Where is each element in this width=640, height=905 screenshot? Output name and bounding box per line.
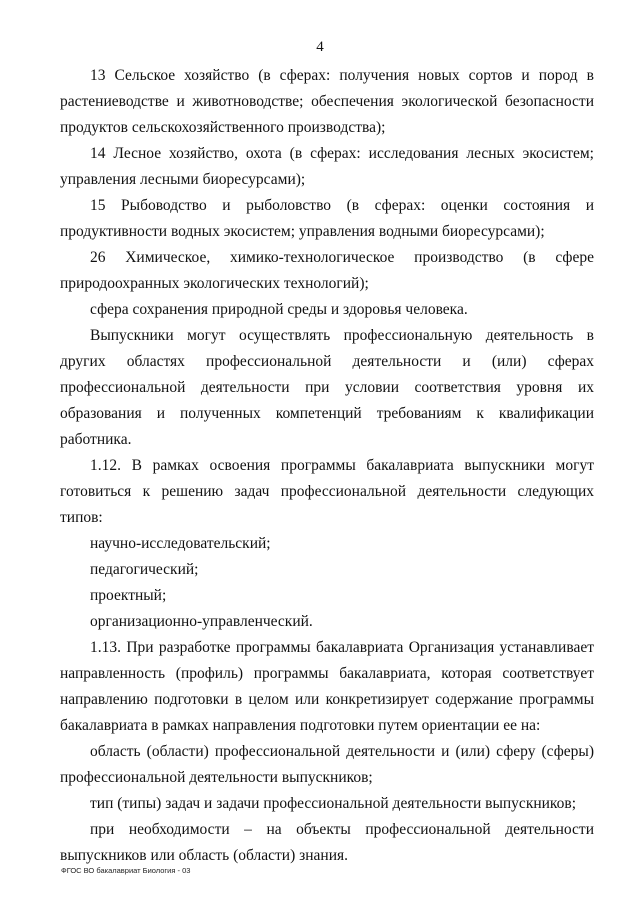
page-footer: ФГОС ВО бакалавриат Биология - 03 bbox=[61, 866, 191, 875]
paragraph-forestry: 14 Лесное хозяйство, охота (в сферах: исследования лесных экосистем; управления лесными биоресурсами); bbox=[60, 145, 594, 188]
page-number: 4 bbox=[316, 39, 324, 55]
paragraph-1-13: 1.13. При разработке программы бакалавриата Организация устанавливает направленность (профиль) программы бакалавриата, которая соответствует направлению подготовки в целом или конкретизирует содержание программы бакалавриата в рамках направления подготовки путем ориентации ее на: bbox=[60, 639, 594, 734]
list-item-research: научно-исследовательский; bbox=[90, 535, 271, 552]
list-item-pedagogical: педагогический; bbox=[90, 561, 199, 578]
list-item-project: проектный; bbox=[90, 587, 167, 604]
paragraph-fishery: 15 Рыбоводство и рыболовство (в сферах: оценки состояния и продуктивности водных экосистем; управления водными биоресурсами); bbox=[60, 197, 594, 240]
list-item-areas: область (области) профессиональной деятельности и (или) сферу (сферы) профессиональной деятельности выпускников; bbox=[60, 743, 594, 786]
paragraph-1-12: 1.12. В рамках освоения программы бакалавриата выпускники могут готовиться к решению задач профессиональной деятельности следующих типов: bbox=[60, 457, 594, 526]
paragraph-other-areas: Выпускники могут осуществлять профессиональную деятельность в других областях профессиональной деятельности и (или) сферах профессиональной деятельности при условии соответствия уровня их образования и полученных компетенций требованиям к квалификации работника. bbox=[60, 327, 594, 448]
paragraph-chemical: 26 Химическое, химико-технологическое производство (в сфере природоохранных экологических технологий); bbox=[60, 249, 594, 292]
list-item-objects: при необходимости – на объекты профессиональной деятельности выпускников или область (области) знания. bbox=[60, 821, 594, 864]
paragraph-agriculture: 13 Сельское хозяйство (в сферах: получения новых сортов и пород в растениеводстве и животноводстве; обеспечения экологической безопасности продуктов сельскохозяйственного производства); bbox=[60, 67, 594, 136]
paragraph-environment: сфера сохранения природной среды и здоровья человека. bbox=[90, 301, 468, 318]
document-body bbox=[60, 63, 594, 869]
list-item-task-types: тип (типы) задач и задачи профессиональной деятельности выпускников; bbox=[90, 795, 577, 812]
list-item-management: организационно-управленческий. bbox=[90, 613, 313, 630]
